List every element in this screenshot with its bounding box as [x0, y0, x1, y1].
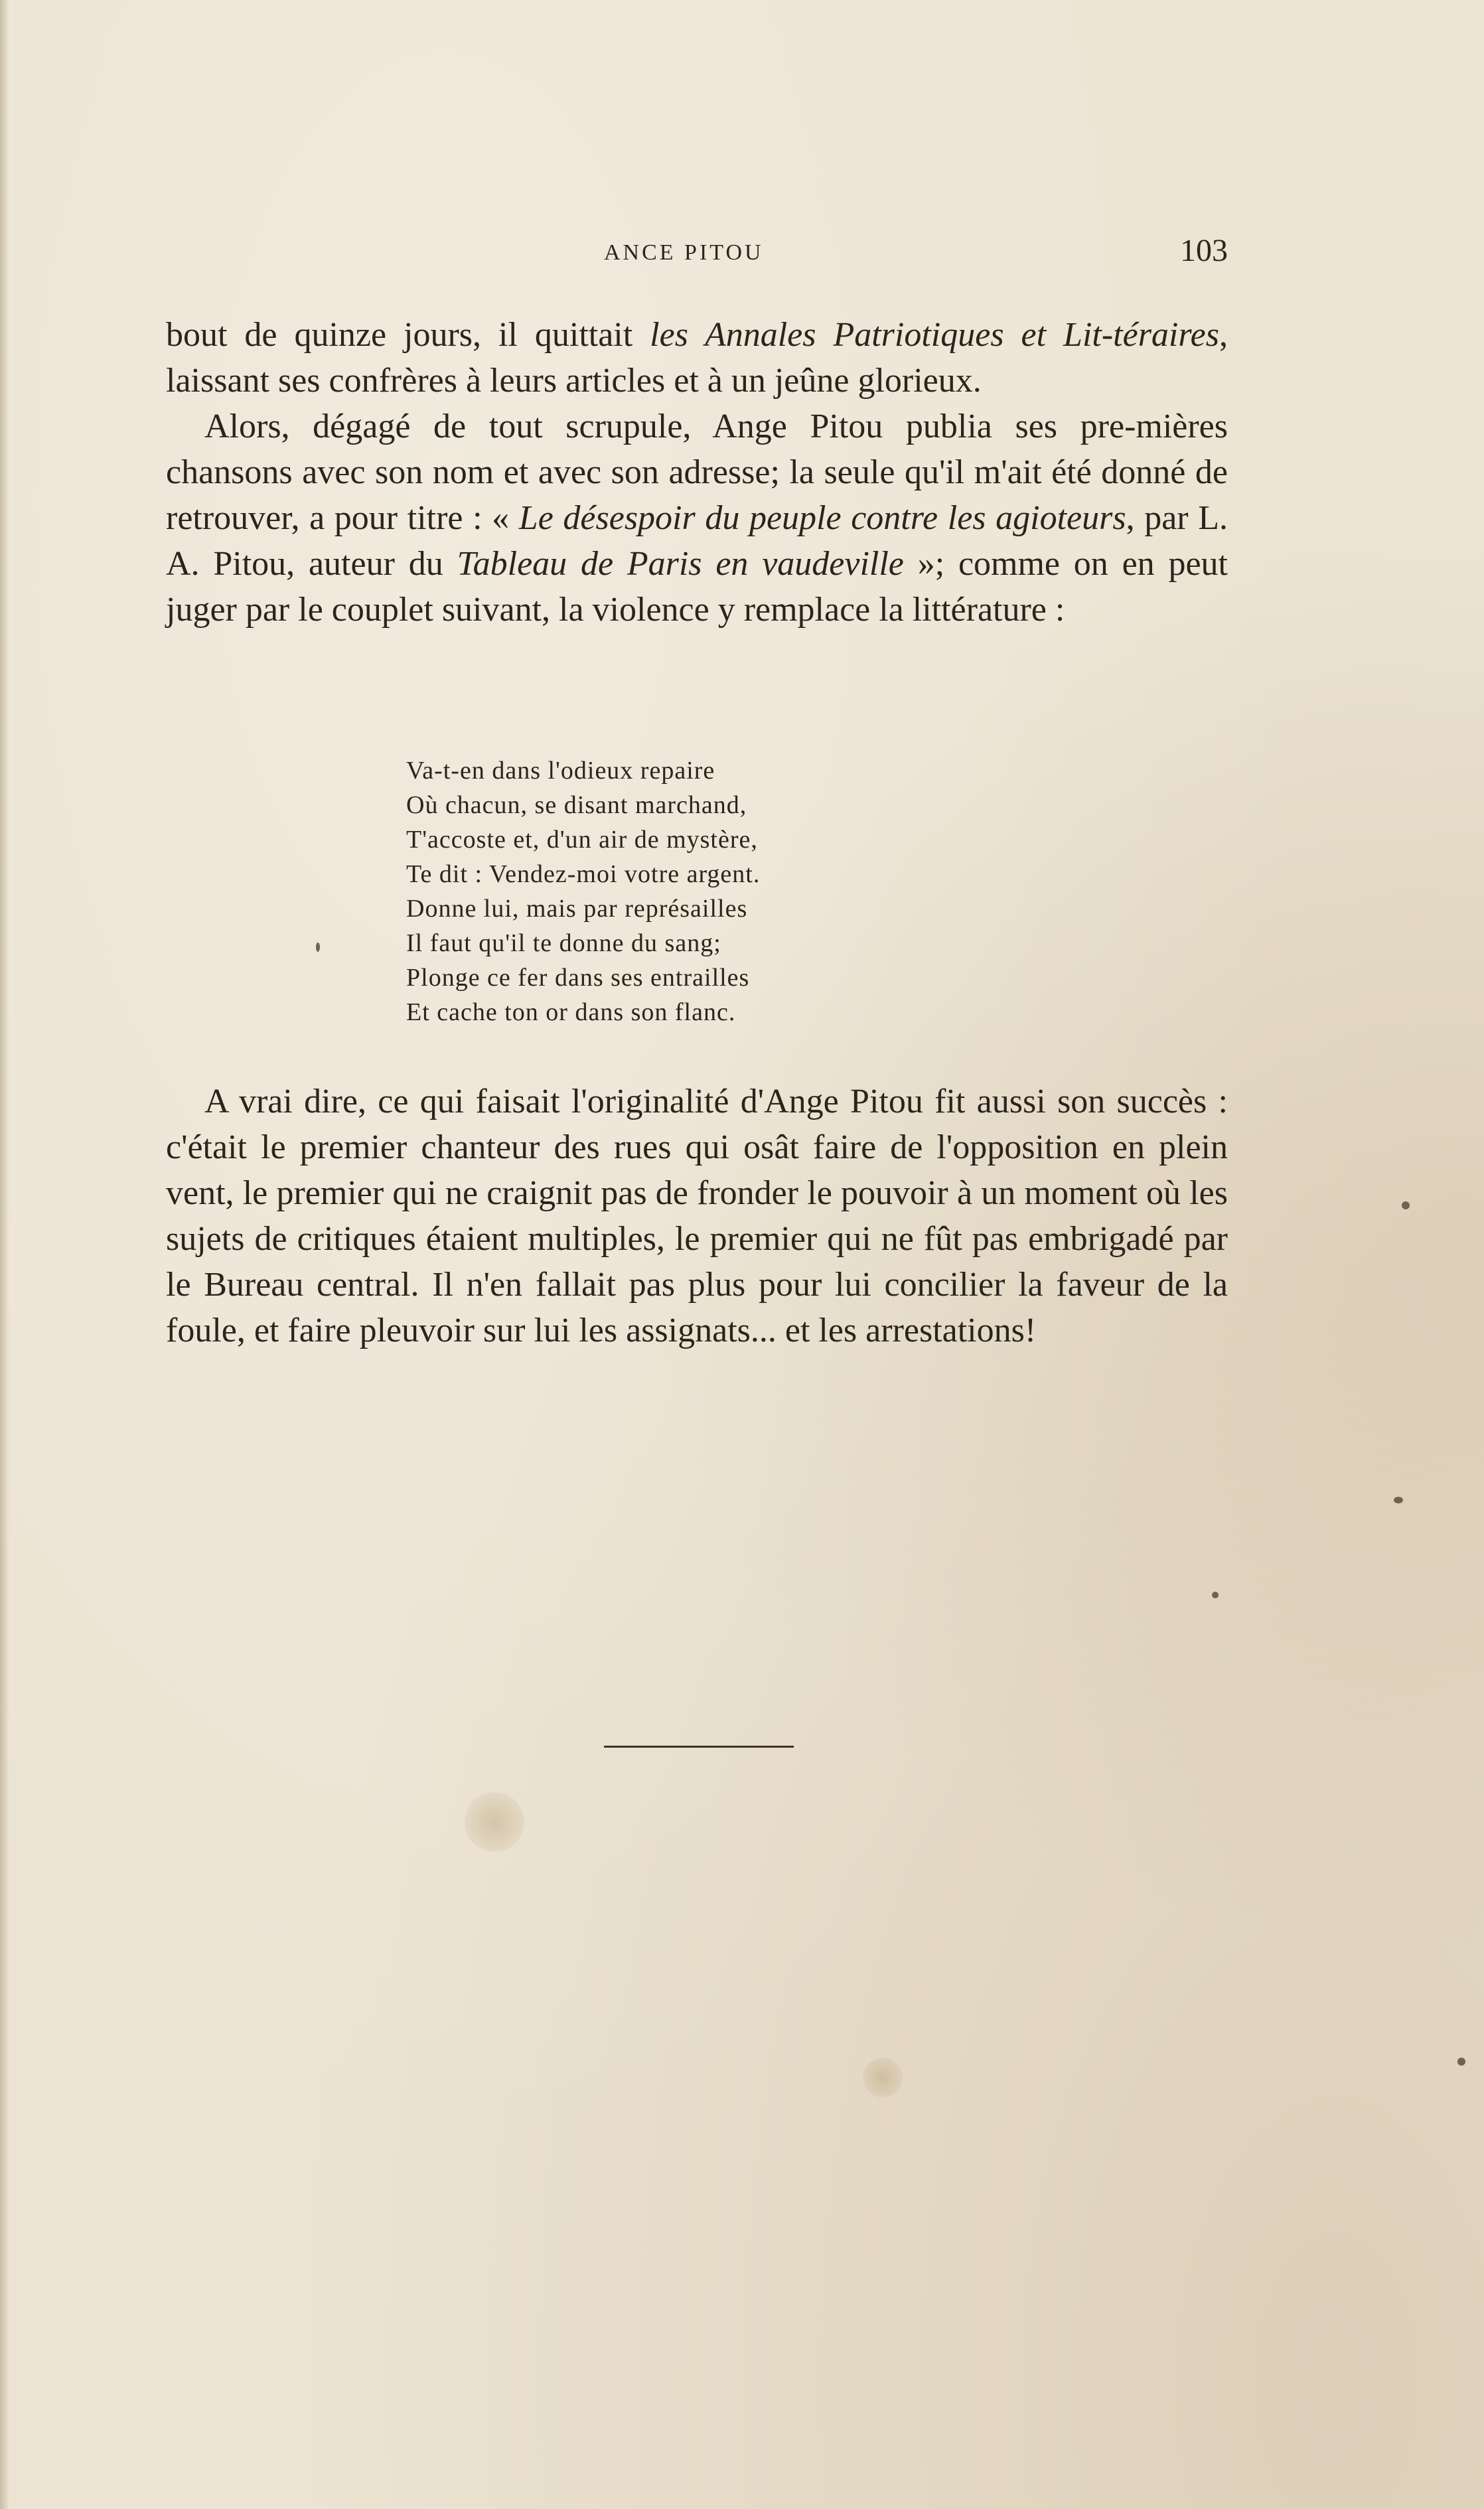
verse-line: Plonge ce fer dans ses entrailles	[406, 964, 750, 992]
paragraph-1	[166, 312, 1228, 404]
ink-speck	[1394, 1497, 1403, 1503]
paragraph-1-text-a: bout de quinze jours, il quittait	[166, 316, 650, 354]
page-number: 103	[1180, 233, 1228, 268]
verse-line: Te dit : Vendez-moi votre argent.	[406, 860, 761, 888]
foxing-stain	[465, 1792, 524, 1852]
ink-speck	[1457, 2058, 1465, 2066]
page-edge-shadow	[0, 0, 9, 2509]
verse-line: Va-t-en dans l'odieux repaire	[406, 757, 715, 785]
paragraph-2-text-c: , par L. A. Pitou, auteur du	[166, 499, 1228, 583]
body-text	[166, 312, 1228, 633]
paragraph-1-text-c: , laissant ses confrères à leurs articles et à un jeûne glorieux.	[166, 316, 1228, 400]
foxing-stain	[863, 2058, 903, 2097]
paragraph-2-italic-work-title: Tableau de Paris en vaudeville	[457, 545, 904, 583]
ink-speck	[1212, 1592, 1219, 1598]
running-title: ANCE PITOU	[604, 240, 764, 265]
ink-speck	[1402, 1201, 1410, 1209]
paragraph-2-text-a: Alors, dégagé de tout scrupule, Ange Pitou publia ses pre-mières chansons avec son nom et avec son adresse; la seule qu'il m'ait été donné de retrouver, a pour titre : «	[166, 408, 1228, 537]
page-header	[166, 232, 1228, 279]
paragraph-3: A vrai dire, ce qui faisait l'originalité d'Ange Pitou fit aussi son succès : c'était le premier chanteur des rues qui osât faire de l'opposition en plein vent, le premier qui ne craignit pas de fronder le pouvoir à un moment où les sujets de critiques étaient multiples, le premier qui ne fût pas embrigadé par le Bureau central. Il n'en fallait pas plus pour lui concilier la faveur de la foule, et faire pleuvoir sur lui les assignats... et les arrestations!	[166, 1083, 1228, 1349]
verse-line: Et cache ton or dans son flanc.	[406, 998, 736, 1026]
verse-line: Donne lui, mais par représailles	[406, 895, 748, 923]
paragraph-1-italic-title: les Annales Patriotiques et Lit-téraires	[650, 316, 1219, 354]
paragraph-2-italic-song-title: Le désespoir du peuple contre les agioteurs	[518, 499, 1126, 537]
verse-line: T'accoste et, d'un air de mystère,	[406, 826, 758, 854]
ink-speck	[316, 943, 320, 952]
verse-line: Il faut qu'il te donne du sang;	[406, 929, 721, 957]
verse-block	[406, 753, 937, 1029]
paragraph-2	[166, 404, 1228, 633]
end-rule	[604, 1746, 794, 1748]
verse-line: Où chacun, se disant marchand,	[406, 791, 747, 819]
paragraph-2-text-e: »; comme on en peut juger par le couplet suivant, la violence y remplace la littérature :	[166, 545, 1228, 629]
